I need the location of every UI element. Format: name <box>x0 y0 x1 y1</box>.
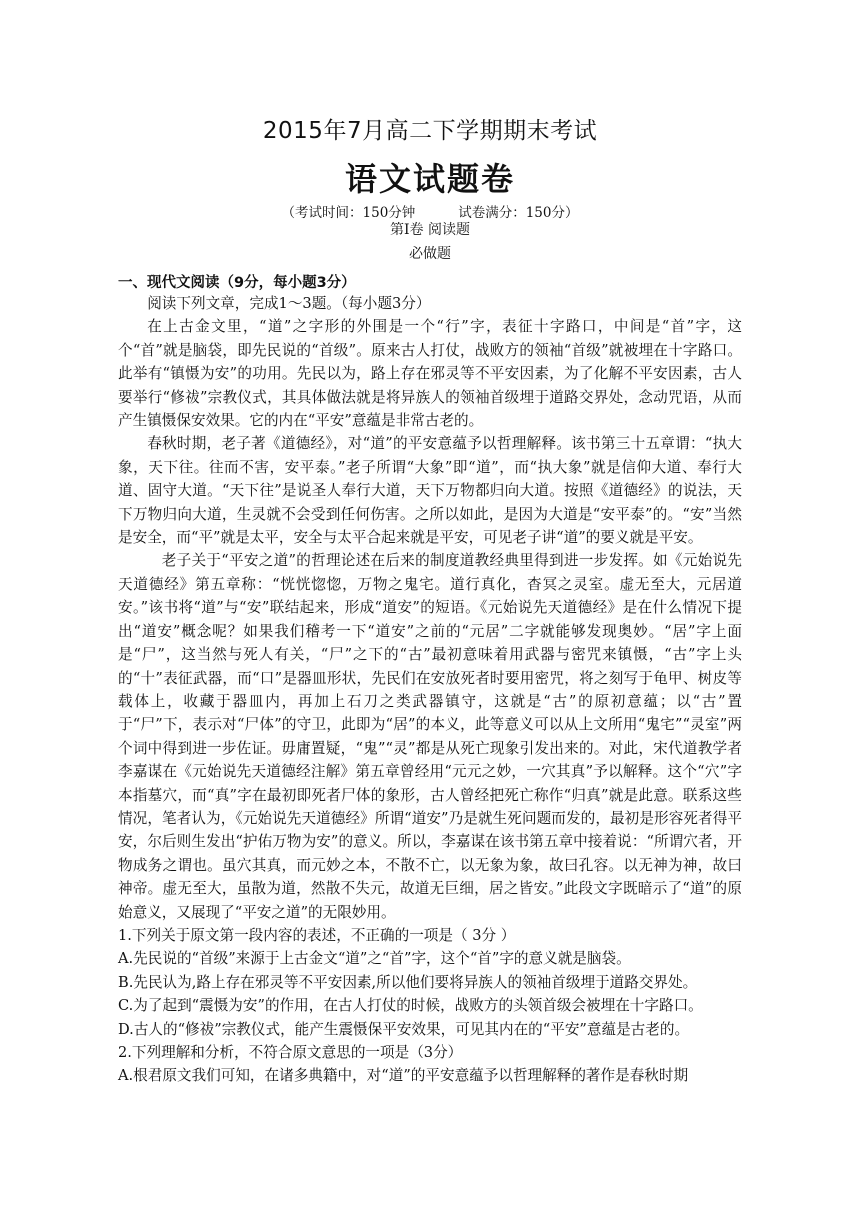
subject-title: 语文试题卷 <box>344 160 515 198</box>
question-2-option-a: A.根君原文我们可知，在诸多典籍中，对“道”的平安意蕴予以哲理解释的著作是春秋时期 <box>118 1067 689 1085</box>
section-label: 第Ⅰ卷 阅读题 <box>390 222 470 238</box>
paragraph-1: 在上古金文里，“道”之字形的外围是一个“行”字，表征十字路口，中间是“首”字，这个“首”就是脑袋，即先民说的“首级”。原来古人打仗，战败方的领袖“首级”就被埋在十字路口。此举有“镇慑为安”的功用。先民以为，路上存在邪灵等不平安因素，为了化解不平安因素，古人要举行“修祓”宗教仪式，其具体做法就是将异族人的领袖首级埋于道路交界处，念动咒语，从而产生镇慑保安效果。它的内在“平安”意蕴是非常古老的。 <box>118 318 742 430</box>
reading-body <box>118 292 742 1088</box>
question-1-option-a: A.先民说的“首级”来源于上古金文“道”之“首”字，这个“首”字的意义就是脑袋。 <box>118 950 631 968</box>
exam-title: 2015年7月高二下学期期末考试 <box>262 118 598 144</box>
required-label: 必做题 <box>409 246 451 262</box>
exam-meta: （考试时间：150分钟 试卷满分：150分） <box>281 205 579 221</box>
paragraph-2: 春秋时期，老子著《道德经》，对“道”的平安意蕴予以哲理解释。该书第三十五章谓：“执大象，天下往。往而不害，安平泰。”老子所谓“大象”即“道”，而“执大象”就是信仰大道、奉行大道、固守大道。“天下往”是说圣人奉行大道，天下万物都归向大道。按照《道德经》的说法，天下万物归向大道，生灵就不会受到任何伤害。之所以如此，是因为大道是“安平泰”的。“安”当然是安全，而“平”就是太平，安全与太平合起来就是平安，可见老子讲“道”的要义就是平安。 <box>118 435 742 547</box>
section-heading: 一、现代文阅读（9分，每小题3分） <box>118 275 356 291</box>
paragraph-3: 老子关于“平安之道”的哲理论述在后来的制度道教经典里得到进一步发挥。如《元始说先天道德经》第五章称：“恍恍惚惚，万物之鬼宅。道行真化，杳冥之灵室。虚无至大，元居道安。”该书将“道”与“安”联结起来，形成“道安”的短语。《元始说先天道德经》是在什么情况下提出“道安”概念呢？如果我们稽考一下“道安”之前的“元居”二字就能够发现奥妙。“居”字上面是“尸”，这当然与死人有关，“尸”之下的“古”最初意味着用武器与密咒来镇慑，“古”字上头的“十”表征武器，而“口”是器皿形状，先民们在安放死者时要用密咒，将之刻写于龟甲、树皮等载体上，收藏于器皿内，再加上石刀之类武器镇守，这就是“古”的原初意蕴；以“古”置于“尸”下，表示对“尸体”的守卫，此即为“居”的本义，此等意义可以从上文所用“鬼宅”“灵室”两个词中得到进一步佐证。毋庸置疑，“鬼”“灵”都是从死亡现象引发出来的。对此，宋代道教学者李嘉谋在《元始说先天道德经注解》第五章曾经用“元元之妙，一穴其真”予以解释。这个“穴”字本指墓穴，而“真”字在最初即死者尸体的象形，古人曾经把死亡称作“归真”就是此意。联系这些情况，笔者认为，《元始说先天道德经》所谓“道安”乃是就生死问题而发的，最初是形容死者得平安，尔后则生发出“护佑万物为安”的意义。所以，李嘉谋在该书第五章中接着说：“所谓穴者，开物成务之谓也。虽穴其真，而元妙之本，不散不亡，以无象为象，故曰孔容。以无神为神，故曰神帝。虚无至大，虽散为道，然散不失元，故道无巨细，居之皆安。”此段文字既暗示了“道”的原始意义，又展现了“平安之道”的无限妙用。 <box>118 552 742 921</box>
question-1-option-c: C.为了起到“震慑为安”的作用，在古人打仗的时候，战败方的头领首级会被埋在十字路口。 <box>118 997 703 1015</box>
question-1-option-d: D.古人的“修祓”宗教仪式，能产生震慑保平安效果，可见其内在的“平安”意蕴是古老的。 <box>118 1020 690 1038</box>
question-1-option-b: B.先民认为,路上存在邪灵等不平安因素,所以他们要将异族人的领袖首级埋于道路交界处。 <box>118 973 698 991</box>
question-2-stem: 2.下列理解和分析，不符合原文意思的一项是（3分） <box>118 1044 463 1061</box>
instruction: 阅读下列文章，完成1～3题。（每小题3分） <box>147 295 431 312</box>
question-1-stem: 1.下列关于原文第一段内容的表述，不正确的一项是（ 3分 ） <box>118 926 516 944</box>
